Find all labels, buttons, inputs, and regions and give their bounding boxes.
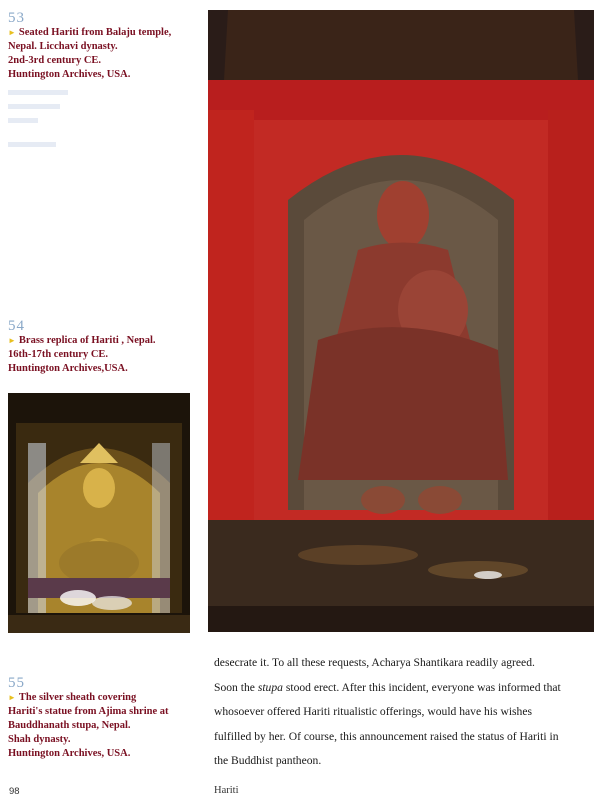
caption-number: 53 bbox=[8, 10, 25, 26]
caption-line: 2nd-3rd century CE. bbox=[8, 55, 102, 66]
caption-line: Huntington Archives,USA. bbox=[8, 363, 128, 374]
caption-line: ► Brass replica of Hariti , Nepal. bbox=[8, 335, 156, 346]
arrow-bullet-icon: ► bbox=[8, 28, 16, 37]
caption-line: Huntington Archives, USA. bbox=[8, 748, 131, 759]
show-through-artifact bbox=[8, 118, 38, 123]
caption-53 bbox=[8, 10, 198, 82]
body-line: fulfilled by her. Of course, this announcement raised the status of Hariti in bbox=[214, 729, 559, 743]
caption-line: Shah dynasty. bbox=[8, 734, 71, 745]
caption-line: ► Seated Hariti from Balaju temple, bbox=[8, 27, 172, 38]
body-line: the Buddhist pantheon. bbox=[214, 754, 322, 768]
body-paragraph bbox=[214, 651, 598, 774]
caption-54 bbox=[8, 318, 198, 376]
caption-number: 55 bbox=[8, 675, 25, 691]
page-number: 98 bbox=[9, 786, 20, 797]
caption-line: Hariti's statue from Ajima shrine at bbox=[8, 706, 169, 717]
show-through-artifact bbox=[8, 142, 56, 147]
body-line: desecrate it. To all these requests, Acharya Shantikara readily agreed. bbox=[214, 656, 535, 669]
caption-line: 16th-17th century CE. bbox=[8, 349, 109, 360]
arrow-bullet-icon: ► bbox=[8, 693, 16, 702]
brass-replica-photo bbox=[8, 393, 190, 633]
arrow-bullet-icon: ► bbox=[8, 336, 16, 345]
seated-hariti-photo bbox=[208, 10, 594, 632]
caption-line: Nepal. Licchavi dynasty. bbox=[8, 41, 118, 52]
show-through-artifact bbox=[8, 90, 68, 95]
body-line: whosoever offered Hariti ritualistic offerings, would have his wishes bbox=[214, 705, 533, 719]
caption-number: 54 bbox=[8, 318, 25, 334]
show-through-artifact bbox=[8, 104, 60, 109]
body-line: Soon the stupa stood erect. After this incident, everyone was informed that bbox=[214, 680, 561, 694]
caption-line: ► The silver sheath covering bbox=[8, 692, 137, 703]
running-title: Hariti bbox=[214, 785, 239, 796]
caption-line: Bauddhanath stupa, Nepal. bbox=[8, 720, 131, 731]
caption-line: Huntington Archives, USA. bbox=[8, 69, 131, 80]
caption-55 bbox=[8, 675, 198, 761]
